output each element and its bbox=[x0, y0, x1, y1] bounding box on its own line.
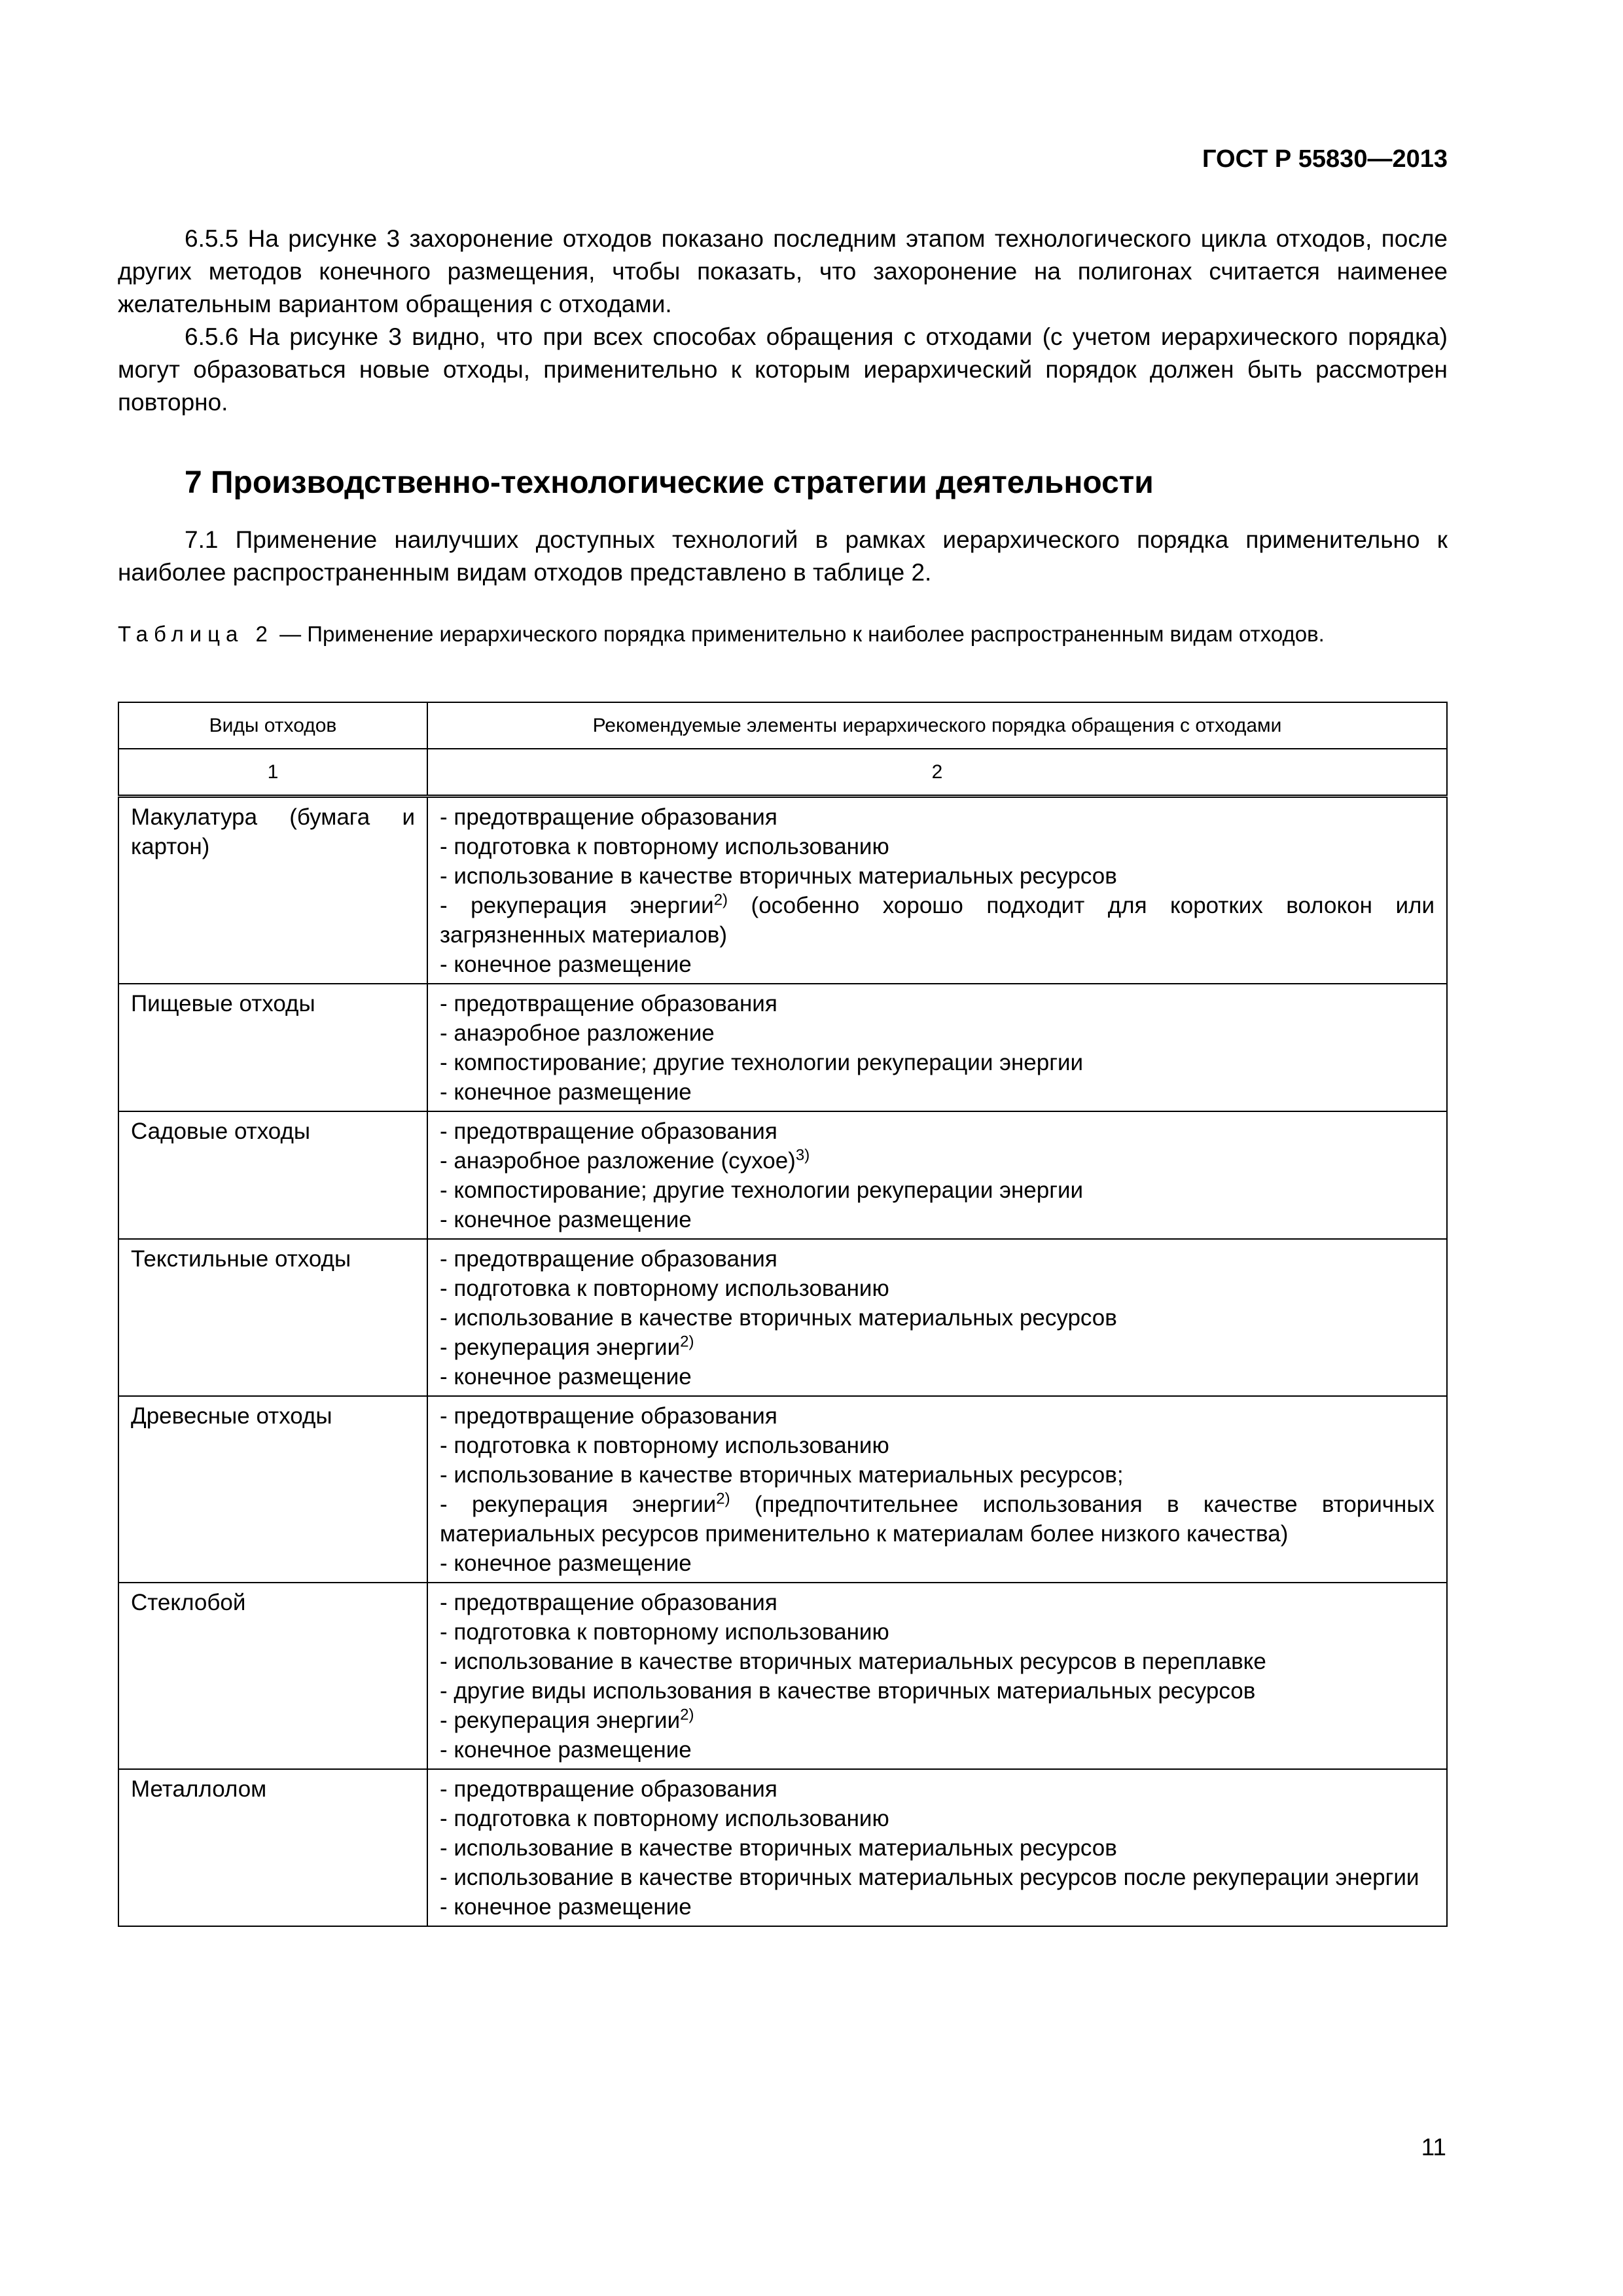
item-text: - компостирование; другие технологии рекуперации энергии bbox=[440, 1177, 1084, 1203]
table-row bbox=[118, 797, 1447, 984]
paragraph-6-5-6: 6.5.6 На рисунке 3 видно, что при всех способах обращения с отходами (с учетом иерархического порядка) могут образоваться новые отходы, применительно к которым иерархический порядок должен быть рассмотрен повторно. bbox=[118, 323, 1448, 416]
item-text: - предотвращение образования bbox=[440, 1246, 777, 1272]
item-text: - конечное размещение bbox=[440, 952, 692, 977]
hierarchy-element-item bbox=[440, 1549, 1435, 1578]
item-text: - компостирование; другие технологии рекуперации энергии bbox=[440, 1050, 1084, 1075]
item-text: - использование в качестве вторичных материальных ресурсов; bbox=[440, 1462, 1124, 1488]
hierarchy-element-item bbox=[440, 989, 1435, 1018]
item-text: - конечное размещение bbox=[440, 1207, 692, 1232]
item-text: - предотвращение образования bbox=[440, 991, 777, 1016]
column-number-2: 2 bbox=[427, 749, 1447, 797]
hierarchy-element-item bbox=[440, 1460, 1435, 1490]
item-text: - предотвращение образования bbox=[440, 1776, 777, 1802]
hierarchy-element-item bbox=[440, 861, 1435, 891]
item-text: - анаэробное разложение bbox=[440, 1020, 715, 1046]
item-text: - предотвращение образования bbox=[440, 1590, 777, 1615]
item-text: - подготовка к повторному использованию bbox=[440, 1433, 889, 1458]
item-text: - другие виды использования в качестве вторичных материальных ресурсов bbox=[440, 1678, 1256, 1704]
hierarchy-element-item bbox=[440, 1175, 1435, 1205]
table-caption-label: Таблица 2 bbox=[118, 622, 274, 646]
table-row bbox=[118, 1239, 1447, 1396]
hierarchy-element-item bbox=[440, 1362, 1435, 1391]
hierarchy-element-item bbox=[440, 1490, 1435, 1549]
hierarchy-element-item bbox=[440, 802, 1435, 832]
paragraph-6-5-5: 6.5.5 На рисунке 3 захоронение отходов показано последним этапом технологического цикла отходов, после других методов конечного размещения, чтобы показать, что захоронение на полигонах считается наименее желательным вариантом обращения с отходами. bbox=[118, 225, 1448, 317]
table-row bbox=[118, 1583, 1447, 1769]
hierarchy-elements-cell bbox=[427, 984, 1447, 1111]
hierarchy-element-item bbox=[440, 1617, 1435, 1647]
item-text: - использование в качестве вторичных материальных ресурсов bbox=[440, 863, 1117, 889]
paragraph-7-1: 7.1 Применение наилучших доступных технологий в рамках иерархического порядка применительно к наиболее распространенным видам отходов представлено в таблице 2. bbox=[118, 526, 1448, 586]
hierarchy-element-item bbox=[440, 1117, 1435, 1146]
item-text-continuation: (предпочтительнее использования в качестве вторичных материальных ресурсов применительно к материалам более низкого качества) bbox=[440, 1492, 1435, 1547]
item-text: - рекуперация энергии bbox=[440, 893, 714, 918]
item-text: - подготовка к повторному использованию bbox=[440, 834, 889, 859]
item-text: - рекуперация энергии bbox=[440, 1708, 681, 1733]
item-text: - подготовка к повторному использованию bbox=[440, 1276, 889, 1301]
item-text: - использование в качестве вторичных материальных ресурсов в переплавке bbox=[440, 1649, 1266, 1674]
hierarchy-element-item bbox=[440, 1774, 1435, 1804]
item-text: - подготовка к повторному использованию bbox=[440, 1806, 889, 1831]
column-number-1: 1 bbox=[118, 749, 427, 797]
item-text: - анаэробное разложение (сухое) bbox=[440, 1148, 796, 1174]
hierarchy-elements-cell bbox=[427, 1396, 1447, 1583]
waste-type-cell: Садовые отходы bbox=[118, 1111, 427, 1239]
hierarchy-element-item bbox=[440, 1077, 1435, 1107]
waste-type-cell: Металлолом bbox=[118, 1769, 427, 1926]
hierarchy-elements-cell bbox=[427, 1239, 1447, 1396]
footnote-reference: 3) bbox=[795, 1146, 810, 1164]
hierarchy-elements-cell bbox=[427, 1583, 1447, 1769]
footnote-reference: 2) bbox=[680, 1706, 694, 1724]
section-7-paragraphs bbox=[118, 524, 1448, 589]
hierarchy-element-item bbox=[440, 832, 1435, 861]
hierarchy-elements-cell bbox=[427, 1111, 1447, 1239]
hierarchy-element-item bbox=[440, 1303, 1435, 1333]
table-row bbox=[118, 984, 1447, 1111]
item-text: - предотвращение образования bbox=[440, 1403, 777, 1429]
column-header-recommended-elements: Рекомендуемые элементы иерархического порядка обращения с отходами bbox=[427, 702, 1447, 749]
waste-type-cell: Стеклобой bbox=[118, 1583, 427, 1769]
hierarchy-element-item bbox=[440, 1706, 1435, 1735]
table-row bbox=[118, 1769, 1447, 1926]
item-text: - подготовка к повторному использованию bbox=[440, 1619, 889, 1645]
hierarchy-element-item bbox=[440, 891, 1435, 950]
item-text: - конечное размещение bbox=[440, 1894, 692, 1920]
hierarchy-element-item bbox=[440, 1647, 1435, 1676]
column-number-row bbox=[118, 749, 1447, 797]
hierarchy-element-item bbox=[440, 1863, 1435, 1892]
waste-type-cell: Макулатура (бумага и картон) bbox=[118, 797, 427, 984]
document-code: ГОСТ Р 55830—2013 bbox=[1202, 145, 1448, 173]
table-caption-text: — Применение иерархического порядка применительно к наиболее распространенным видам отходов. bbox=[273, 622, 1325, 646]
hierarchy-elements-cell bbox=[427, 797, 1447, 984]
waste-type-cell: Текстильные отходы bbox=[118, 1239, 427, 1396]
hierarchy-element-item bbox=[440, 1676, 1435, 1706]
section-6-paragraphs bbox=[118, 223, 1448, 419]
footnote-reference: 2) bbox=[680, 1333, 694, 1351]
hierarchy-element-item bbox=[440, 1205, 1435, 1234]
table-header-row bbox=[118, 702, 1447, 749]
item-text: - предотвращение образования bbox=[440, 804, 777, 830]
hierarchy-elements-cell bbox=[427, 1769, 1447, 1926]
footnote-reference: 2) bbox=[713, 891, 728, 909]
hierarchy-element-item bbox=[440, 1833, 1435, 1863]
hierarchy-element-item bbox=[440, 1588, 1435, 1617]
item-text: - конечное размещение bbox=[440, 1364, 692, 1390]
hierarchy-element-item bbox=[440, 950, 1435, 979]
hierarchy-element-item bbox=[440, 1018, 1435, 1048]
hierarchy-element-item bbox=[440, 1735, 1435, 1765]
hierarchy-element-item bbox=[440, 1274, 1435, 1303]
table-row bbox=[118, 1111, 1447, 1239]
footnote-reference: 2) bbox=[716, 1490, 730, 1508]
item-text: - конечное размещение bbox=[440, 1737, 692, 1763]
column-header-waste-types: Виды отходов bbox=[118, 702, 427, 749]
hierarchy-element-item bbox=[440, 1431, 1435, 1460]
hierarchy-element-item bbox=[440, 1892, 1435, 1922]
item-text: - конечное размещение bbox=[440, 1079, 692, 1105]
item-text: - предотвращение образования bbox=[440, 1119, 777, 1144]
section-7-heading: 7 Производственно-технологические стратегии деятельности bbox=[185, 465, 1154, 500]
hierarchy-element-item bbox=[440, 1333, 1435, 1362]
waste-type-cell: Пищевые отходы bbox=[118, 984, 427, 1111]
table-row bbox=[118, 1396, 1447, 1583]
item-text: - использование в качестве вторичных материальных ресурсов bbox=[440, 1835, 1117, 1861]
item-text: - рекуперация энергии bbox=[440, 1492, 717, 1517]
table-body bbox=[118, 702, 1447, 1926]
waste-hierarchy-table bbox=[118, 702, 1448, 1927]
item-text: - конечное размещение bbox=[440, 1551, 692, 1576]
item-text-continuation: (особенно хорошо подходит для коротких волокон или загрязненных материалов) bbox=[440, 893, 1435, 948]
waste-type-cell: Древесные отходы bbox=[118, 1396, 427, 1583]
hierarchy-element-item bbox=[440, 1244, 1435, 1274]
hierarchy-element-item bbox=[440, 1804, 1435, 1833]
hierarchy-element-item bbox=[440, 1048, 1435, 1077]
page-number: 11 bbox=[1421, 2134, 1446, 2161]
table-caption bbox=[118, 619, 1448, 649]
item-text: - использование в качестве вторичных материальных ресурсов bbox=[440, 1305, 1117, 1331]
hierarchy-element-item bbox=[440, 1146, 1435, 1175]
item-text: - рекуперация энергии bbox=[440, 1335, 681, 1360]
item-text: - использование в качестве вторичных материальных ресурсов после рекуперации энергии bbox=[440, 1865, 1419, 1890]
hierarchy-element-item bbox=[440, 1401, 1435, 1431]
